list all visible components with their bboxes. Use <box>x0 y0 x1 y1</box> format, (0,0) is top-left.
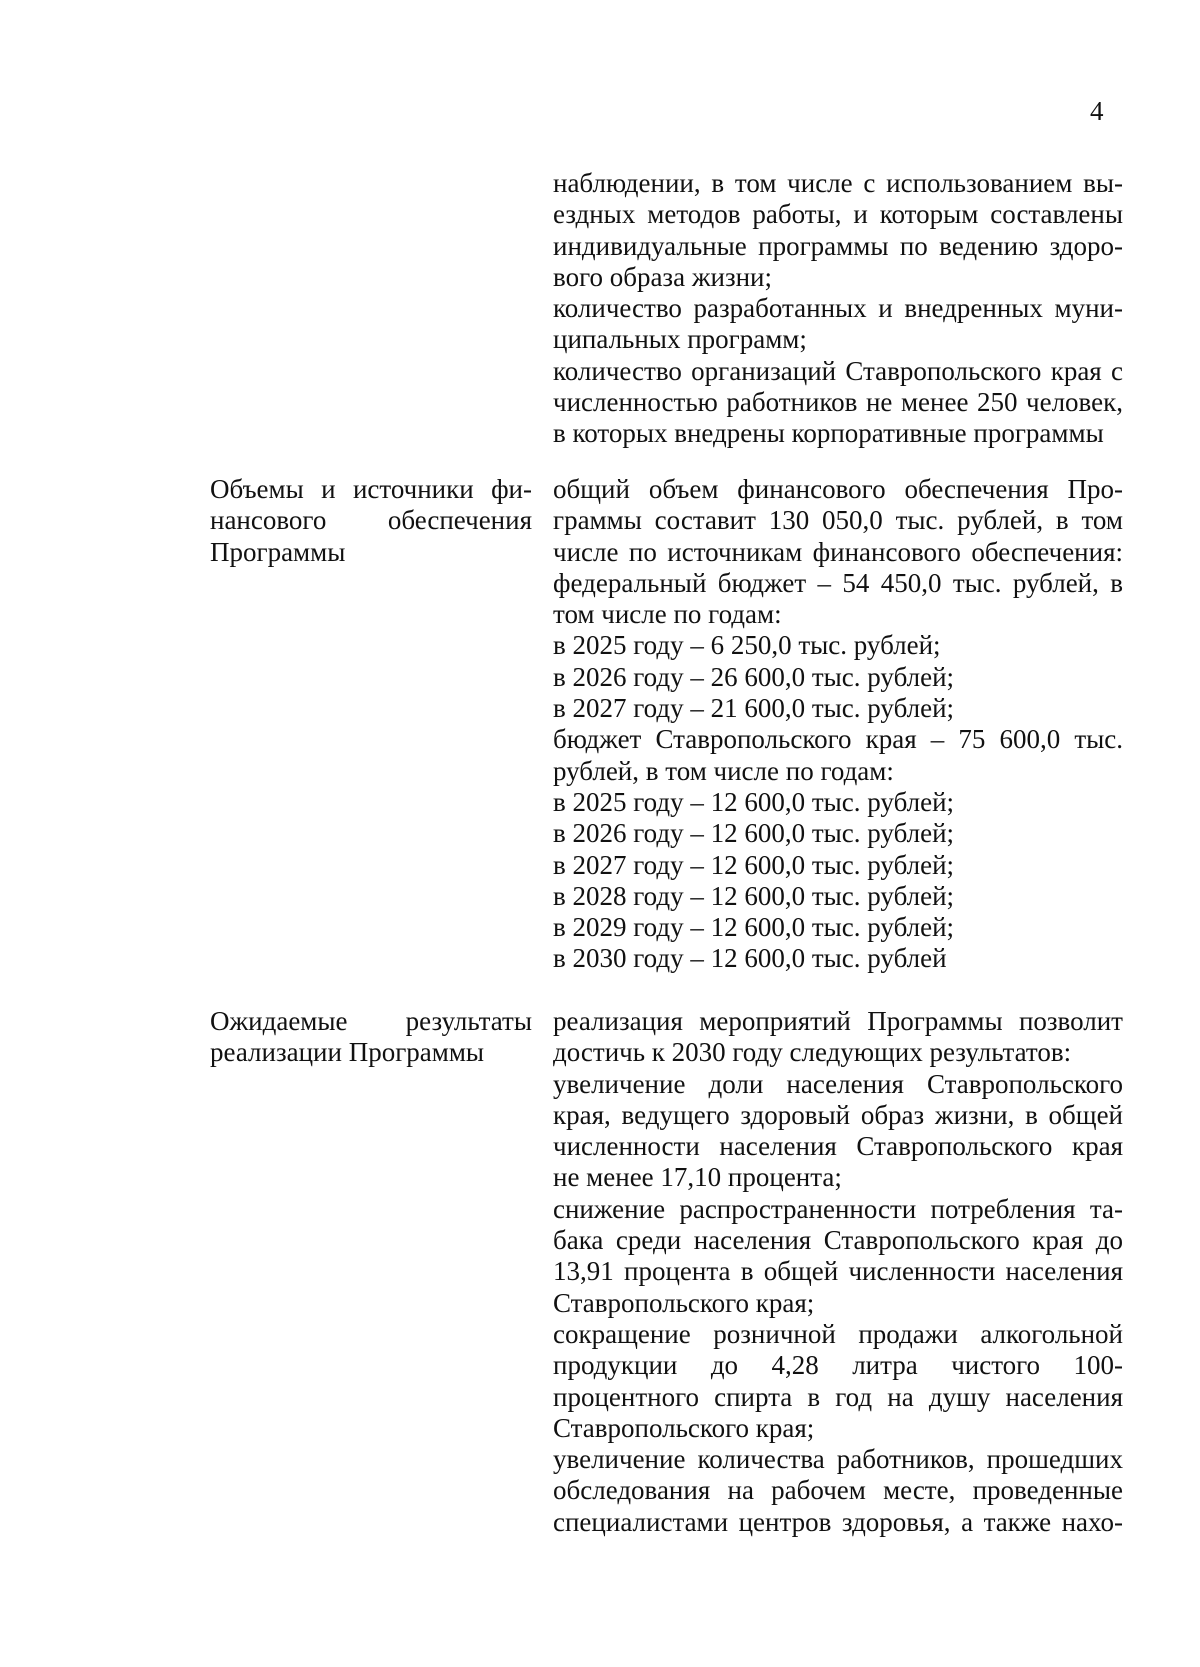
text-line: в 2026 году – 26 600,0 тыс. рублей; <box>553 661 955 692</box>
text-line: реализации Программы <box>210 1037 485 1068</box>
text-line: количество разработанных и внедренных муни- <box>553 293 1123 324</box>
text-line: в которых внедрены корпоративные программы <box>553 418 1104 449</box>
text-line: в 2027 году – 12 600,0 тыс. рублей; <box>553 849 955 880</box>
text-line: специалистами центров здоровья, а также нахо- <box>553 1506 1123 1537</box>
text-line: в 2027 году – 21 600,0 тыс. рублей; <box>553 693 955 724</box>
text-line: в 2028 году – 12 600,0 тыс. рублей; <box>553 880 955 911</box>
text-line: числе по источникам финансового обеспечения: <box>553 536 1123 567</box>
text-line: количество организаций Ставропольского края с <box>553 355 1123 386</box>
text-line: продукции до 4,28 литра чистого 100- <box>553 1350 1123 1381</box>
text-line: том числе по годам: <box>553 599 782 630</box>
text-line: края, ведущего здоровый образ жизни, в общей <box>553 1099 1123 1130</box>
text-line: общий объем финансового обеспечения Про- <box>553 474 1123 504</box>
page-number: 4 <box>1090 96 1104 126</box>
text-line: бака среди населения Ставропольского края до <box>553 1225 1123 1256</box>
text-line: в 2025 году – 12 600,0 тыс. рублей; <box>553 786 955 817</box>
text-line: Программы <box>210 536 346 567</box>
financing-label <box>210 474 532 568</box>
financing-value <box>553 474 1123 975</box>
text-line: вого образа жизни; <box>553 261 773 292</box>
text-line: в 2025 году – 6 250,0 тыс. рублей; <box>553 630 941 661</box>
text-line: ципальных программ; <box>553 324 807 355</box>
text-line: не менее 17,10 процента; <box>553 1162 842 1193</box>
text-line: Ожидаемые результаты <box>210 1006 532 1036</box>
text-line: сокращение розничной продажи алкогольной <box>553 1318 1123 1349</box>
text-line: Ставропольского края; <box>553 1412 815 1443</box>
text-line: процентного спирта в год на душу населения <box>553 1381 1123 1412</box>
results-value <box>553 1006 1123 1538</box>
text-line: индивидуальные программы по ведению здоро- <box>553 230 1123 261</box>
text-line: нансового обеспечения <box>210 505 532 536</box>
text-line: Ставропольского края; <box>553 1287 815 1318</box>
text-line: в 2030 году – 12 600,0 тыс. рублей <box>553 943 947 974</box>
text-line: достичь к 2030 году следующих результатов: <box>553 1037 1072 1068</box>
text-line: бюджет Ставропольского края – 75 600,0 тыс. <box>553 724 1123 755</box>
text-line: в 2029 году – 12 600,0 тыс. рублей; <box>553 912 955 943</box>
text-line: реализация мероприятий Программы позволит <box>553 1006 1123 1036</box>
text-line: 13,91 процента в общей численности населения <box>553 1256 1123 1287</box>
text-line: численностью работников не менее 250 человек, <box>553 387 1123 418</box>
text-line: увеличение количества работников, прошедших <box>553 1444 1123 1475</box>
continuation-text <box>553 168 1123 450</box>
text-line: снижение распространенности потребления та- <box>553 1193 1123 1224</box>
text-line: Объемы и источники фи- <box>210 474 532 504</box>
text-line: рублей, в том числе по годам: <box>553 755 894 786</box>
text-line: увеличение доли населения Ставропольского <box>553 1068 1123 1099</box>
text-line: наблюдении, в том числе с использованием вы- <box>553 168 1123 198</box>
text-line: граммы составит 130 050,0 тыс. рублей, в том <box>553 505 1123 536</box>
text-line: в 2026 году – 12 600,0 тыс. рублей; <box>553 818 955 849</box>
results-label <box>210 1006 532 1069</box>
text-line: численности населения Ставропольского края <box>553 1131 1123 1162</box>
text-line: обследования на рабочем месте, проведенные <box>553 1475 1123 1506</box>
text-line: федеральный бюджет – 54 450,0 тыс. рублей, в <box>553 567 1123 598</box>
text-line: ездных методов работы, и которым составлены <box>553 199 1123 230</box>
